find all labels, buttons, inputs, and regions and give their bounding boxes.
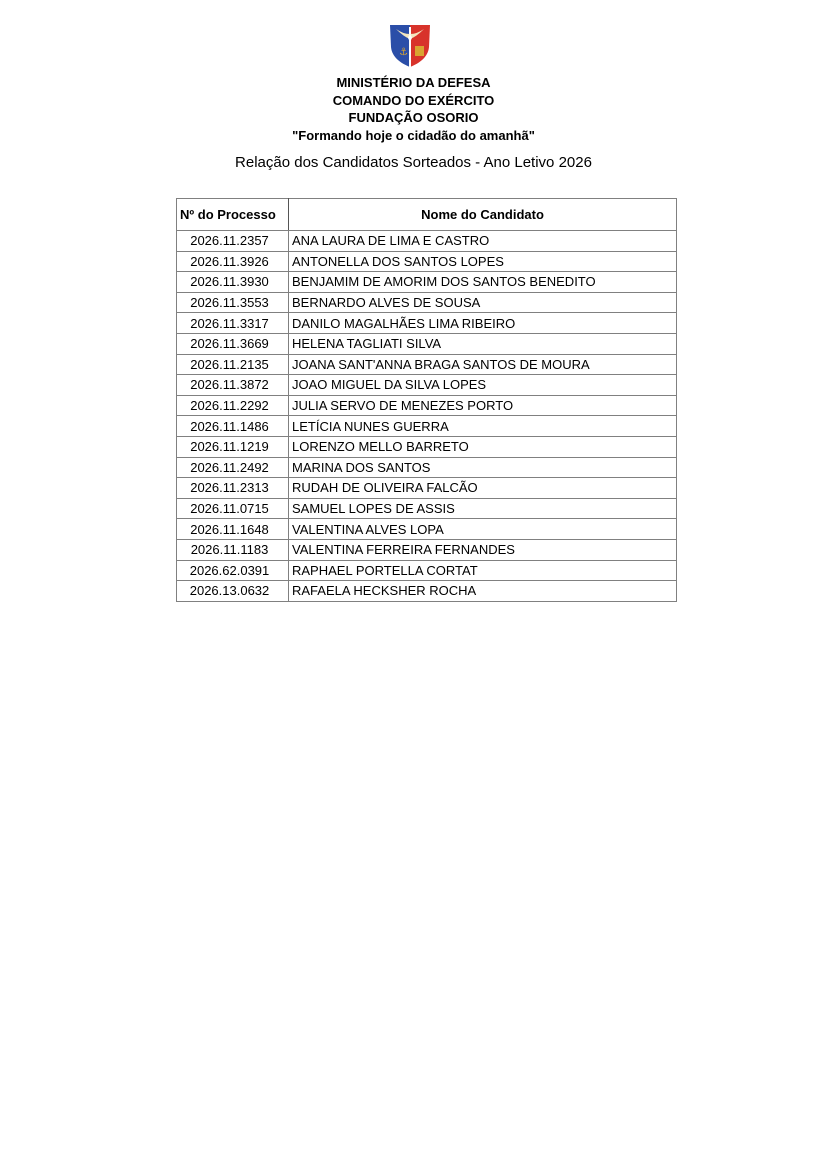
nome-cell: ANTONELLA DOS SANTOS LOPES [289,251,677,272]
nome-cell: ANA LAURA DE LIMA E CASTRO [289,231,677,252]
processo-cell: 2026.11.1219 [177,436,289,457]
processo-cell: 2026.11.3926 [177,251,289,272]
processo-cell: 2026.11.2135 [177,354,289,375]
nome-cell: LORENZO MELLO BARRETO [289,436,677,457]
nome-cell: VALENTINA ALVES LOPA [289,519,677,540]
nome-cell: RAFAELA HECKSHER ROCHA [289,581,677,602]
table-row [177,354,677,375]
nome-cell: HELENA TAGLIATI SILVA [289,333,677,354]
table-row [177,313,677,334]
column-header-nome: Nome do Candidato [289,199,677,231]
nome-cell: JULIA SERVO DE MENEZES PORTO [289,395,677,416]
table-row [177,333,677,354]
processo-cell: 2026.11.0715 [177,498,289,519]
table-row [177,498,677,519]
table-row [177,416,677,437]
nome-cell: SAMUEL LOPES DE ASSIS [289,498,677,519]
processo-cell: 2026.11.1183 [177,539,289,560]
table-row [177,395,677,416]
table-row [177,375,677,396]
table-row [177,581,677,602]
ministry-title: MINISTÉRIO DA DEFESA [336,75,491,90]
processo-cell: 2026.11.2357 [177,231,289,252]
column-header-processo: Nº do Processo [177,199,289,231]
crest-icon [388,23,432,69]
nome-cell: VALENTINA FERREIRA FERNANDES [289,539,677,560]
nome-cell: MARINA DOS SANTOS [289,457,677,478]
candidates-table [176,198,677,602]
processo-cell: 2026.11.3930 [177,272,289,293]
document-subtitle: Relação dos Candidatos Sorteados - Ano Letivo 2026 [235,154,592,171]
table-header-row [177,199,677,231]
processo-cell: 2026.11.2492 [177,457,289,478]
foundation-title: FUNDAÇÃO OSORIO [348,110,479,125]
processo-cell: 2026.11.3669 [177,333,289,354]
nome-cell: BERNARDO ALVES DE SOUSA [289,292,677,313]
table-row [177,251,677,272]
nome-cell: LETÍCIA NUNES GUERRA [289,416,677,437]
nome-cell: JOAO MIGUEL DA SILVA LOPES [289,375,677,396]
nome-cell: DANILO MAGALHÃES LIMA RIBEIRO [289,313,677,334]
table-row [177,457,677,478]
processo-cell: 2026.11.3553 [177,292,289,313]
nome-cell: BENJAMIM DE AMORIM DOS SANTOS BENEDITO [289,272,677,293]
nome-cell: RUDAH DE OLIVEIRA FALCÃO [289,478,677,499]
table-row [177,519,677,540]
processo-cell: 2026.11.2292 [177,395,289,416]
command-title: COMANDO DO EXÉRCITO [332,92,495,108]
table-row [177,436,677,457]
processo-cell: 2026.11.3317 [177,313,289,334]
processo-cell: 2026.11.1486 [177,416,289,437]
nome-cell: RAPHAEL PORTELLA CORTAT [289,560,677,581]
processo-cell: 2026.11.3872 [177,375,289,396]
table-row [177,231,677,252]
table-row [177,272,677,293]
processo-cell: 2026.62.0391 [177,560,289,581]
table-row [177,478,677,499]
nome-cell: JOANA SANT'ANNA BRAGA SANTOS DE MOURA [289,354,677,375]
table-row [177,539,677,560]
motto: "Formando hoje o cidadão do amanhã" [292,127,535,143]
processo-cell: 2026.11.1648 [177,519,289,540]
table-row [177,292,677,313]
processo-cell: 2026.11.2313 [177,478,289,499]
svg-text:⚓: ⚓ [399,47,408,58]
processo-cell: 2026.13.0632 [177,581,289,602]
table-row [177,560,677,581]
